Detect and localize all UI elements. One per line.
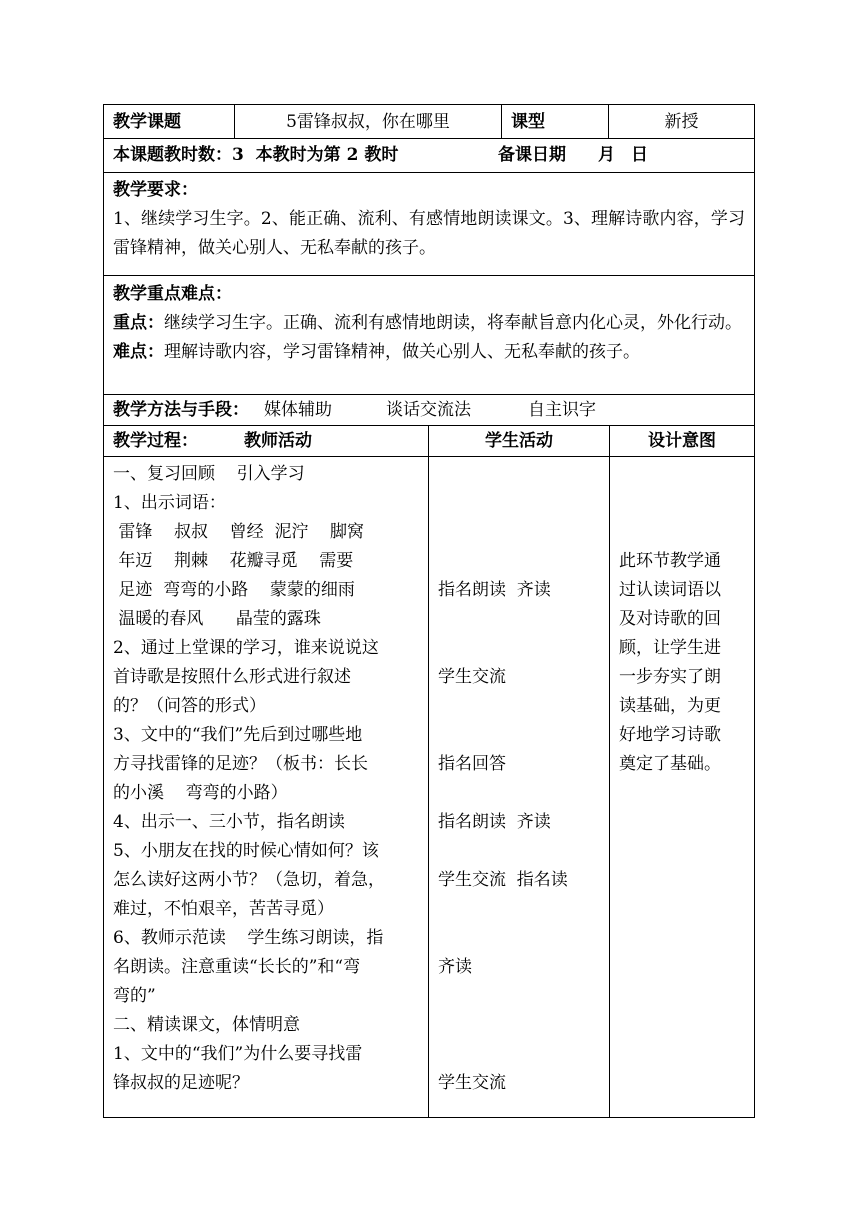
teacher-activity-cell bbox=[104, 457, 429, 1117]
hours-text: 本课题教时数：3 本教时为第 2 教时 bbox=[113, 145, 399, 165]
header-row bbox=[104, 105, 754, 139]
type-label-cell bbox=[502, 105, 609, 138]
student-activity-line bbox=[438, 895, 609, 924]
student-activity-header-cell bbox=[429, 426, 610, 456]
student-activity-line bbox=[438, 547, 609, 576]
teacher-activity-line: 怎么读好这两小节？（急切，着急， bbox=[113, 870, 385, 890]
process-header-row bbox=[104, 426, 754, 457]
teacher-activity-line: 难过，不怕艰辛，苦苦寻觅） bbox=[113, 899, 334, 919]
topic-label: 教学课题 bbox=[113, 112, 181, 132]
process-body-row bbox=[104, 457, 754, 1117]
student-activity-line: 指名朗读 齐读 bbox=[438, 812, 551, 832]
student-activity-line: 学生交流 bbox=[438, 1073, 506, 1093]
key-points-heading: 教学重点难点： bbox=[113, 284, 232, 304]
method-item: 媒体辅助 bbox=[264, 400, 332, 420]
student-activity-line bbox=[438, 489, 609, 518]
methods-label: 教学方法与手段： bbox=[113, 400, 249, 420]
difficult-point-text: 理解诗歌内容，学习雷锋精神，做关心别人、无私奉献的孩子。 bbox=[164, 342, 640, 362]
student-activity-line bbox=[438, 1040, 609, 1069]
student-activity-line bbox=[438, 837, 609, 866]
design-intent-cell bbox=[610, 457, 754, 1117]
design-intent-line bbox=[619, 489, 754, 518]
requirements-heading: 教学要求： bbox=[113, 180, 198, 200]
teacher-activity-line: 温暖的春风 晶莹的露珠 bbox=[113, 609, 321, 629]
student-activity-line bbox=[438, 634, 609, 663]
teacher-activity-line: 3、文中的“我们”先后到过哪些地 bbox=[113, 725, 363, 745]
difficult-point-paragraph bbox=[104, 338, 754, 367]
date-month: 月 bbox=[598, 145, 615, 165]
teacher-activity-line: 雷锋 叔叔 曾经 泥泞 脚窝 bbox=[113, 522, 365, 542]
teacher-activity-line: 1、文中的“我们”为什么要寻找雷 bbox=[113, 1044, 363, 1064]
teacher-activity-line: 二、精读课文，体情明意 bbox=[113, 1015, 300, 1035]
student-activity-header: 学生活动 bbox=[485, 431, 553, 451]
design-intent-line: 及对诗歌的回 bbox=[619, 609, 721, 629]
key-point-paragraph bbox=[104, 309, 754, 338]
design-intent-line: 好地学习诗歌 bbox=[619, 725, 721, 745]
student-activity-line: 学生交流 bbox=[438, 667, 506, 687]
key-points-row bbox=[104, 276, 754, 395]
date-label: 备课日期 bbox=[498, 145, 566, 165]
design-intent-line bbox=[619, 518, 754, 547]
type-label: 课型 bbox=[511, 112, 545, 132]
difficult-point-label: 难点： bbox=[113, 342, 164, 362]
teacher-activity-line: 弯的” bbox=[113, 986, 156, 1006]
requirements-body: 1、继续学习生字。2、能正确、流利、有感情地朗读课文。3、理解诗歌内容，学习雷锋精神，做关心别人、无私奉献的孩子。 bbox=[113, 209, 745, 258]
design-intent-header-cell bbox=[610, 426, 754, 456]
teacher-activity-line: 的小溪 弯弯的小路） bbox=[113, 783, 288, 803]
design-intent-line: 顾，让学生进 bbox=[619, 638, 721, 658]
teacher-activity-line: 方寻找雷锋的足迹？（板书：长长 bbox=[113, 754, 368, 774]
design-intent-line: 读基础，为更 bbox=[619, 696, 721, 716]
student-activity-line bbox=[438, 721, 609, 750]
teacher-activity-line: 6、教师示范读 学生练习朗读，指 bbox=[113, 928, 384, 948]
student-activity-line: 指名回答 bbox=[438, 754, 506, 774]
teacher-activity-line: 的？（问答的形式） bbox=[113, 696, 266, 716]
student-activity-line: 指名朗读 齐读 bbox=[438, 580, 551, 600]
teacher-activity-line: 首诗歌是按照什么形式进行叙述 bbox=[113, 667, 351, 687]
teacher-activity-line: 4、出示一、三小节，指名朗读 bbox=[113, 812, 345, 832]
methods-row bbox=[104, 395, 754, 426]
requirements-row bbox=[104, 173, 754, 276]
teacher-activity-line: 名朗读。注意重读“长长的”和“弯 bbox=[113, 957, 361, 977]
student-activity-cell bbox=[429, 457, 610, 1117]
topic-value-cell bbox=[235, 105, 502, 138]
process-label: 教学过程： bbox=[113, 431, 198, 451]
process-teacher-header-cell bbox=[104, 426, 429, 456]
design-intent-line: 此环节教学通 bbox=[619, 551, 721, 571]
teacher-activity-line: 5、小朋友在找的时候心情如何？该 bbox=[113, 841, 379, 861]
hours-row bbox=[104, 139, 754, 173]
design-intent-list bbox=[619, 460, 754, 779]
student-activity-line bbox=[438, 1011, 609, 1040]
teacher-activity-line: 1、出示词语： bbox=[113, 493, 226, 513]
key-point-label: 重点： bbox=[113, 313, 164, 333]
topic-label-cell bbox=[104, 105, 235, 138]
student-activity-line: 学生交流 指名读 bbox=[438, 870, 568, 890]
method-item: 谈话交流法 bbox=[386, 400, 471, 420]
teacher-activity-line: 一、复习回顾 引入学习 bbox=[113, 464, 305, 484]
type-value-cell bbox=[609, 105, 754, 138]
student-activity-list bbox=[438, 460, 609, 1098]
teacher-activity-list bbox=[113, 460, 428, 1098]
student-activity-line bbox=[438, 779, 609, 808]
date-day: 日 bbox=[631, 145, 648, 165]
teacher-activity-line: 年迈 荆棘 花瓣寻觅 需要 bbox=[113, 551, 354, 571]
teacher-activity-line: 2、通过上堂课的学习，谁来说说这 bbox=[113, 638, 379, 658]
student-activity-line bbox=[438, 982, 609, 1011]
design-intent-line: 过认读词语以 bbox=[619, 580, 721, 600]
design-intent-line: 奠定了基础。 bbox=[619, 754, 721, 774]
design-intent-header: 设计意图 bbox=[648, 431, 716, 451]
teacher-activity-header: 教师活动 bbox=[244, 431, 312, 451]
student-activity-line bbox=[438, 692, 609, 721]
student-activity-line bbox=[438, 605, 609, 634]
student-activity-line bbox=[438, 518, 609, 547]
key-point-text: 继续学习生字。正确、流利有感情地朗读，将奉献旨意内化心灵，外化行动。 bbox=[164, 313, 742, 333]
student-activity-line bbox=[438, 460, 609, 489]
design-intent-line: 一步夯实了朗 bbox=[619, 667, 721, 687]
teacher-activity-line: 足迹 弯弯的小路 蒙蒙的细雨 bbox=[113, 580, 355, 600]
design-intent-line bbox=[619, 460, 754, 489]
student-activity-line bbox=[438, 924, 609, 953]
method-item: 自主识字 bbox=[528, 400, 596, 420]
student-activity-line: 齐读 bbox=[438, 957, 472, 977]
type-value: 新授 bbox=[664, 112, 699, 132]
lesson-plan-table bbox=[103, 104, 755, 1118]
teacher-activity-line: 锋叔叔的足迹呢？ bbox=[113, 1073, 249, 1093]
topic-value: 5雷锋叔叔，你在哪里 bbox=[286, 112, 450, 132]
